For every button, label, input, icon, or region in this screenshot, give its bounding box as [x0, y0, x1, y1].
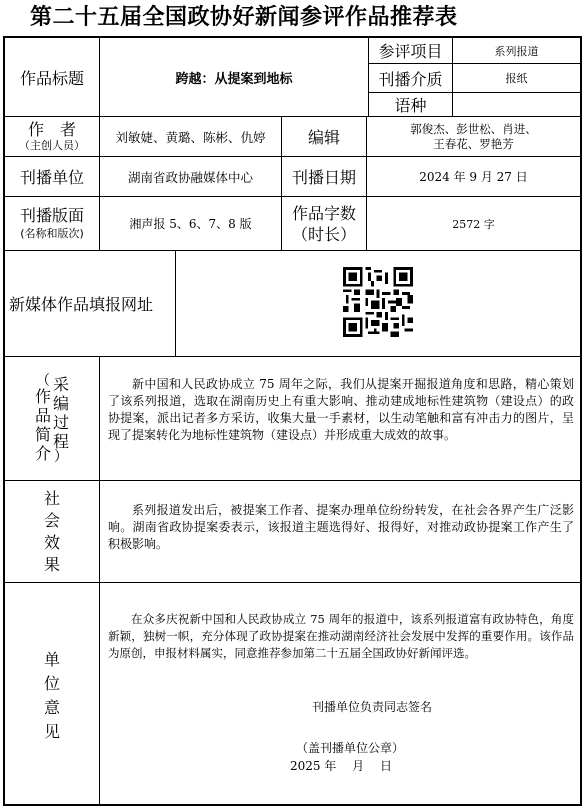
- work-title-value: 跨越：从提案到地标: [175, 71, 293, 87]
- process-label-char: 介: [34, 443, 51, 463]
- process-label-char: 品: [34, 405, 51, 425]
- opinion-label-char: 位: [43, 673, 60, 693]
- editor-label: 编辑: [307, 128, 340, 147]
- opinion-label: [5, 583, 99, 804]
- category-value: 系列报道: [494, 44, 539, 58]
- word-count-label-cell: [282, 197, 366, 250]
- process-label-char: 简: [34, 424, 51, 444]
- col-divider: [175, 250, 176, 356]
- editor-line-1: 郭俊杰、彭世松、肖进、: [410, 121, 537, 136]
- form-title: 第二十五届全国政协好新闻参评作品推荐表: [30, 5, 458, 30]
- word-count-sub-label: （时长）: [291, 224, 356, 244]
- opinion-label-char: 意: [43, 697, 60, 717]
- process-label: [5, 357, 99, 480]
- effect-label: [5, 481, 99, 582]
- layout-value: 湘声报 5、6、7、8 版: [129, 217, 252, 231]
- signature-label: 刊播单位负责同志签名: [312, 700, 433, 714]
- col-divider: [99, 356, 100, 806]
- process-label-char: 采: [53, 374, 70, 394]
- medium-value: 报纸: [505, 72, 528, 85]
- process-text: 新中国和人民政协成立 75 周年之际，我们从提案开掘报道角度和思路，精心策划了该系列报道，选取在湖南历史上有重大影响、推动建成地标性建筑物（建设点）的政协提案，派出记者多方采访，收集大量一手素材，以生动笔触和富有冲击力的图片，呈现了提案转化为地标性建筑物（建设点）并形成重大成效的故事。: [108, 377, 574, 442]
- process-label-columns: [34, 372, 70, 465]
- qr-code[interactable]: [343, 267, 413, 337]
- sign-date: 2025 年 月 日: [290, 759, 392, 773]
- medium-label: 刊播介质: [378, 69, 443, 89]
- process-label-char: 过: [53, 412, 70, 432]
- editor-line-2: 王春花、罗艳芳: [433, 136, 514, 151]
- language-label: 语种: [394, 96, 427, 115]
- opinion-label-char: 见: [43, 721, 60, 741]
- layout-sub-label: (名称和版次): [20, 226, 84, 240]
- date-value: 2024 年 9 月 27 日: [419, 170, 528, 184]
- date-label: 刊播日期: [291, 168, 356, 187]
- word-count-value: 2572 字: [452, 217, 495, 231]
- process-label-char: 程: [53, 431, 70, 451]
- layout-label: 刊播版面: [19, 205, 84, 225]
- author-label-cell: [5, 117, 99, 156]
- newmedia-label: 新媒体作品填报网址: [9, 295, 154, 314]
- effect-label-char: 会: [43, 510, 60, 530]
- publisher-label: 刊播单位: [19, 168, 84, 187]
- work-title-label: 作品标题: [19, 68, 84, 88]
- process-label-char: （: [35, 372, 50, 389]
- opinion-text: 在众多庆祝新中国和人民政协成立 75 周年的报道中，该系列报道富有政协特色，角度新颖，独树一帜，充分体现了政协提案在推动湖南经济社会发展中发挥的重要作用。该作品为原创，申报材料属实，同意推荐参加第二十五届全国政协好新闻评选。: [108, 612, 574, 660]
- layout-label-cell: [5, 197, 99, 250]
- editor-value: [367, 117, 580, 156]
- process-label-col-1: [34, 372, 51, 463]
- effect-text: 系列报道发出后，被提案工作者、提案办理单位纷纷转发，在社会各界产生广泛影响。湖南省政协提案委表示，该报道主题选得好、报得好，对推动政协提案工作产生了积极影响。: [108, 503, 574, 551]
- seal-label: （盖刊播单位公章）: [296, 741, 405, 755]
- process-label-char: ）: [54, 448, 68, 465]
- author-label: 作 者: [27, 119, 76, 139]
- author-sub-label: （主创人员）: [19, 138, 85, 152]
- process-label-char: 编: [53, 393, 70, 413]
- author-value: 刘敏婕、黄璐、陈彬、仇婷: [115, 129, 266, 145]
- effect-label-char: 社: [43, 488, 60, 508]
- word-count-label: 作品字数: [291, 203, 356, 223]
- effect-label-char: 果: [43, 554, 60, 574]
- process-label-col-2: [53, 375, 69, 463]
- effect-label-char: 效: [43, 532, 60, 552]
- process-label-char: 作: [34, 386, 51, 406]
- category-label: 参评项目: [378, 42, 443, 61]
- language-value: [453, 93, 580, 116]
- opinion-label-char: 单: [43, 649, 60, 669]
- publisher-value: 湖南省政协融媒体中心: [127, 169, 253, 185]
